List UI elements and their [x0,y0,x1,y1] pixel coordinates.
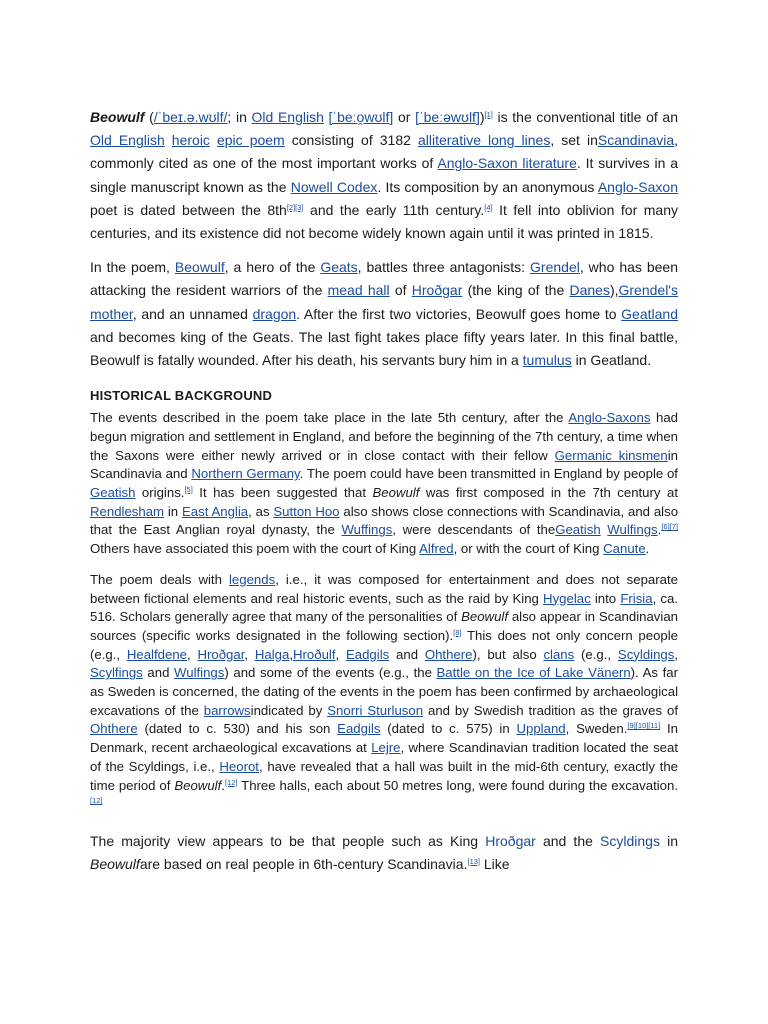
italic-title: Beowulf [90,856,140,872]
text-run: ( [144,109,154,125]
text-run: This does not only concern people (e.g., [90,627,679,662]
wiki-link[interactable]: Scandinavia [597,132,675,149]
citation-link[interactable]: [1] [484,110,493,119]
text-run: . Its composition by an anonymous [377,178,598,195]
wiki-link[interactable]: Hroðgar [485,833,536,849]
text-run: (the king of the [462,282,570,299]
text-run: , ca. 516. Scholars generally agree that many of the personalities of [90,590,678,625]
wiki-link[interactable]: Uppland [516,721,566,737]
wiki-link[interactable]: Hroðgar [197,646,245,662]
plot-paragraph [90,256,678,372]
wiki-link[interactable]: Halga [254,646,290,662]
citation-link[interactable]: [13] [467,857,480,866]
background-paragraph [90,409,678,559]
text-run: (e.g., [574,646,618,662]
wiki-link[interactable]: Sutton Hoo [273,503,340,519]
wiki-link[interactable]: Scyldings [617,646,675,662]
wiki-link[interactable]: heroic [171,132,210,149]
italic-title: Beowulf [174,777,222,793]
wiki-link[interactable]: Battle on the Ice of Lake Vänern [436,665,631,681]
wiki-link[interactable]: Canute [603,541,646,557]
text-run: Like [480,856,510,872]
wiki-link[interactable]: mead hall [327,282,390,299]
text-run: and [389,646,425,662]
wiki-link[interactable]: Anglo-Saxons [568,410,651,426]
text-run [210,132,217,148]
text-run: Three halls, each about 50 metres long, were found during the excavation. [237,777,678,793]
wiki-link[interactable]: Eadgils [345,646,390,662]
text-run: , [335,646,346,662]
article-body [90,106,678,876]
text-run: and the early 11th century. [303,201,485,218]
text-run: is the conventional title of an [492,109,679,125]
text-run: , were descendants of the [392,522,556,538]
text-run: The poem deals with [90,571,229,587]
text-run: poet is dated between the 8th [90,201,287,218]
text-run: had begun migration and settlement in England, and before the beginning of the 7th century, a time when the Saxons were either newly arrived or in close contact with their fellow [90,410,679,463]
text-run: Others have associated this poem with the court of King [90,541,420,557]
citation-link[interactable]: [6][7] [661,522,678,532]
text-run: , and an unnamed [132,305,253,322]
text-run: In the poem, [90,259,175,276]
wiki-link[interactable]: Grendel's mother [90,282,678,322]
text-run: , or with the court of King [453,541,604,557]
wiki-link[interactable]: Wulfings [607,522,658,538]
text-run: , i.e., it was composed for entertainment and does not separate between fictional elements and real historic events, such as the raid by King [90,571,678,606]
wiki-link[interactable]: Wulfings [174,665,225,681]
wiki-link[interactable]: Hroðulf [292,646,336,662]
wiki-link[interactable]: Scylfings [90,665,143,681]
text-run: . [221,777,225,793]
text-run: and [142,665,175,681]
wiki-link[interactable]: Lejre [371,740,401,756]
wiki-link[interactable]: Heorot [219,758,259,774]
wiki-link[interactable]: dragon [252,305,297,322]
section-heading: HISTORICAL BACKGROUND [90,388,273,404]
italic-title: Beowulf [372,485,420,501]
text-run: , [244,646,255,662]
citation-link[interactable]: [8] [453,627,462,637]
text-run: and by Swedish tradition as the graves of [423,702,678,718]
text-run: consisting of 3182 [284,132,418,149]
text-run: ), but also [472,646,544,662]
text-run: . [657,522,662,538]
text-run: (dated to c. 575) in [380,721,517,737]
text-run: , [186,646,198,662]
text-run: , as [248,503,274,519]
text-run: (dated to c. 530) and his son [137,721,338,737]
wiki-link[interactable]: Grendel [530,259,580,276]
wiki-link[interactable]: Wuffings [341,522,393,538]
text-run: It has been suggested that [192,485,373,501]
text-run: in Geatland. [571,352,652,369]
text-run: , [289,646,293,662]
majority-view-paragraph [90,830,678,876]
wiki-link[interactable]: East Anglia [181,503,249,519]
text-run: ). As far as Sweden is concerned, the dating of the events in the poem has been confirmed by archaeological excavations of the [90,665,678,718]
wiki-link[interactable]: Old English [90,132,165,149]
wiki-link[interactable]: legends [228,571,276,587]
wiki-link[interactable]: /ˈbeɪ.ə.wʊlf/ [153,109,228,125]
citation-link[interactable]: [2][3] [286,202,304,212]
wiki-link[interactable]: Geats [320,259,358,276]
wiki-link[interactable]: Northern Germany [191,466,300,482]
citation-link[interactable]: [12] [224,777,238,787]
article-title: Beowulf [90,109,145,125]
wiki-link[interactable]: [ˈbeːəwʊlf] [415,109,480,125]
wiki-link[interactable]: Danes [569,282,610,299]
text-run: ), [609,282,619,299]
wiki-link[interactable]: Beowulf [174,259,225,276]
wiki-link[interactable]: Hygelac [543,590,591,606]
wiki-link[interactable]: Alfred [419,541,454,557]
wiki-link[interactable]: Ohthere [424,646,473,662]
text-run: ) and some of the events (e.g., the [224,665,437,681]
wiki-link[interactable]: Old English [251,109,324,125]
text-run: are based on real people in 6th-century Scandinavia. [139,856,468,872]
text-run: indicated by [250,702,328,718]
text-run: , set in [550,132,598,149]
wiki-link[interactable]: Snorri Sturluson [327,702,424,718]
legends-paragraph [90,571,678,814]
wiki-link[interactable]: Geatish [90,485,136,501]
text-run: , who has been attacking the resident warriors of the [90,259,678,299]
text-run: into [590,590,621,606]
text-run: ; in [227,109,252,125]
text-run: was first composed in the 7th century at [419,485,678,501]
citation-link[interactable]: [4] [484,202,493,212]
text-run: The events described in the poem take place in the late 5th century, after the [90,410,569,426]
text-run: in [164,503,182,519]
italic-title: Beowulf [461,609,508,625]
wiki-link[interactable]: Anglo-Saxon literature [437,155,577,172]
wiki-link[interactable]: epic poem [216,132,285,149]
wiki-link[interactable]: [ˈbeːo̯wʊlf] [328,109,394,125]
wiki-link[interactable]: Frisia [620,590,653,606]
wiki-link[interactable]: Geatish [555,522,601,538]
wiki-link[interactable]: alliterative long lines [417,132,551,149]
text-run [165,132,172,148]
text-run: , Sweden. [565,721,628,737]
text-run: The majority view appears to be that people such as King [90,833,486,849]
citation-link[interactable]: [9][10][11] [627,721,661,731]
wiki-link[interactable]: Hroðgar [411,282,463,299]
wiki-link[interactable]: tumulus [522,352,572,369]
text-run: origins. [135,485,185,501]
text-run: . [645,541,650,557]
wiki-link[interactable]: Scyldings [600,833,660,849]
text-run: and becomes king of the Geats. The last fight takes place fifty years later. In this final battle, Beowulf is fatally wounded. After his death, his servants bury him in a [90,328,678,369]
text-run: , battles three antagonists: [357,259,531,276]
wiki-link[interactable]: Healfdene [126,646,187,662]
text-run: also appear in Scandinavian sources (specific works designated in the following section). [90,609,678,643]
text-run: or [393,109,416,125]
text-run: , a hero of the [224,259,321,276]
wiki-link[interactable]: Germanic kinsmen [554,447,668,463]
wiki-link[interactable]: Rendlesham [90,503,165,519]
text-run: of [389,282,412,299]
text-run: , where Scandinavian tradition located the seat of the Scyldings, i.e., [90,740,678,774]
wiki-link[interactable]: barrows [203,702,251,718]
citation-link[interactable]: [12] [90,796,103,806]
wiki-link[interactable]: Nowell Codex [290,178,378,195]
text-run: in [659,833,678,849]
wiki-link[interactable]: Ohthere [90,721,138,737]
wiki-link[interactable]: clans [543,646,575,662]
text-run: also shows close connections with Scandinavia, and also that the East Anglian royal dynasty, the [90,503,679,538]
text-run: In Denmark, recent archaeological excavations at [90,721,678,756]
text-run: . It survives in a single manuscript known as the [90,155,678,195]
text-run: It fell into oblivion for many centuries, and its existence did not become widely known again until it was printed in 1815. [90,201,678,242]
text-run: . After the first two victories, Beowulf goes home to [296,305,622,322]
text-run: in Scandinavia and [90,447,678,482]
text-run: ) [479,109,485,125]
text-run: , have revealed that a hall was built in the mid-6th century, exactly the time period of [90,758,678,793]
wiki-link[interactable]: Eadgils [337,721,381,737]
wiki-link[interactable]: Anglo-Saxon [597,178,678,195]
text-run: , commonly cited as one of the most important works of [90,132,679,172]
intro-paragraph [90,106,678,245]
text-run: . The poem could have been transmitted in England by people of [299,466,678,482]
citation-link[interactable]: [5] [184,485,193,495]
wiki-link[interactable]: Geatland [621,305,678,322]
text-run: , [674,646,679,662]
text-run: and the [535,833,601,849]
